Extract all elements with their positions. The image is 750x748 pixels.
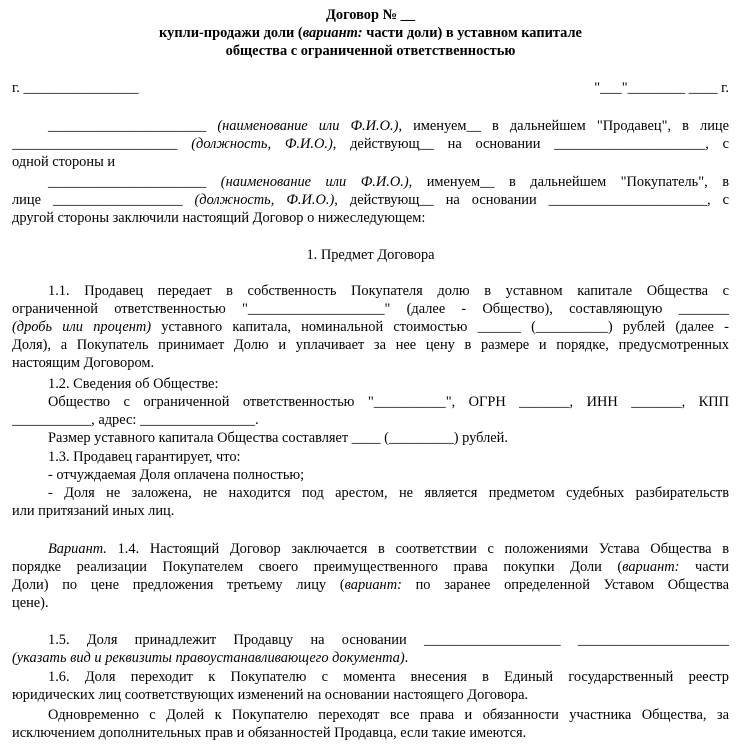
clause-1-2-line-3: ___________, адрес: ________________. — [12, 412, 259, 428]
parties-line-3: одной стороны и — [12, 154, 116, 170]
clause-1-1-line-2: ограниченной ответственностью "___________________" (далее - Общество), составляющую _______ — [12, 301, 729, 317]
clause-1-2-line-2: Общество с ограниченной ответственностью "__________", ОГРН _______, ИНН _______, КПП — [48, 394, 729, 410]
clause-1-6-line-1: 1.6. Доля переходит к Покупателю с момента внесения в Единый государственный реестр — [48, 669, 729, 685]
clause-1-3-line-3: - Доля не заложена, не находится под арестом, не является предметом судебных разбирательств — [48, 485, 729, 501]
clause-1-3-line-4: или притязаний иных лиц. — [12, 503, 175, 519]
clause-1-2-line-4: Размер уставного капитала Общества составляет ____ (_________) рублей. — [48, 430, 508, 446]
contract-subtitle-2: общества с ограниченной ответственностью — [225, 43, 516, 59]
clause-1-7-line-2: исключением дополнительных прав и обязанностей Продавца, если такие имеются. — [12, 725, 527, 741]
date-field: "___"________ ____ г. — [594, 80, 729, 96]
clause-1-6-line-2: юридических лиц соответствующих изменений на основании настоящего Договора. — [12, 687, 529, 703]
clause-1-1-line-4: Доля), а Покупатель принимает Долю и уплачивает за нее цену в размере и порядке, предусмотренных — [12, 337, 729, 353]
clause-1-5-line-2: (указать вид и реквизиты правоустанавливающего документа). — [12, 650, 409, 666]
clause-1-3-line-1: 1.3. Продавец гарантирует, что: — [48, 449, 241, 465]
clause-1-4-line-3: Доли) по цене предложения третьему лицу (вариант: по заранее определенной Уставом Общества — [12, 577, 729, 593]
clause-1-3-line-2: - отчуждаемая Доля оплачена полностью; — [48, 467, 305, 483]
place-date-line — [12, 79, 729, 97]
parties-line-6: другой стороны заключили настоящий Договор о нижеследующем: — [12, 210, 426, 226]
clause-1-4-line-1: Вариант. 1.4. Настоящий Договор заключается в соответствии с положениями Устава Общества в — [48, 541, 729, 557]
contract-subtitle: купли-продажи доли (вариант: части доли) в уставном капитале — [159, 25, 582, 41]
city-field: г. ________________ — [12, 80, 139, 96]
parties-line-5: лице __________________ (должность, Ф.И.О.), действующ__ на основании ______________________, с — [12, 192, 729, 208]
parties-line-4: ______________________ (наименование или Ф.И.О.), именуем__ в дальнейшем "Покупатель", в — [48, 174, 729, 190]
parties-line-1: ______________________ (наименование или Ф.И.О.), именуем__ в дальнейшем "Продавец", в лице — [48, 118, 729, 134]
section-1-title: 1. Предмет Договора — [306, 247, 435, 263]
clause-1-4-line-4: цене). — [12, 595, 49, 611]
clause-1-1-line-1: 1.1. Продавец передает в собственность Покупателя долю в уставном капитале Общества с — [48, 283, 729, 299]
clause-1-1-line-5: настоящим Договором. — [12, 355, 155, 371]
parties-line-2: _______________________ (должность, Ф.И.О.), действующ__ на основании _____________________, с — [12, 136, 729, 152]
clause-1-2-line-1: 1.2. Сведения об Обществе: — [48, 376, 219, 392]
clause-1-1-line-3: (дробь или процент) уставного капитала, номинальной стоимостью ______ (__________) рублей (далее - — [12, 319, 729, 335]
clause-1-5-line-1: 1.5. Доля принадлежит Продавцу на основании ___________________ _____________________ — [48, 632, 729, 648]
clause-1-7-line-1: Одновременно с Долей к Покупателю переходят все права и обязанности участника Общества, за — [48, 707, 729, 723]
contract-title: Договор № __ — [325, 7, 416, 23]
clause-1-4-line-2: порядке реализации Покупателем своего преимущественного права покупки Доли (вариант: части — [12, 559, 729, 575]
